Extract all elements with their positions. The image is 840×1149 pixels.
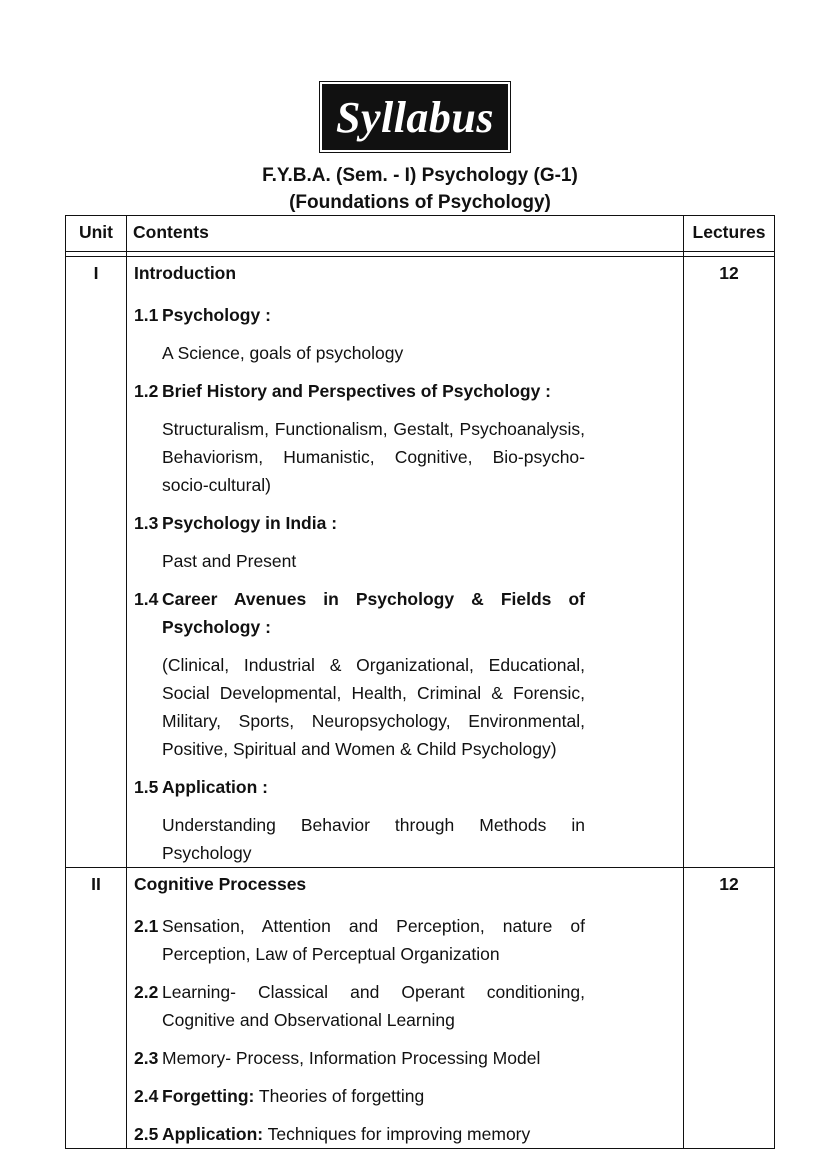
item-text: Theories of forgetting <box>254 1086 425 1106</box>
item-heading: Psychology in India : <box>162 513 338 533</box>
syllabus-banner <box>322 84 508 150</box>
item-text: Memory- Process, Information Processing Model <box>162 1048 541 1068</box>
item-number: 1.3 <box>134 513 159 533</box>
syllabus-table <box>65 215 775 1149</box>
list-item <box>134 1120 585 1148</box>
header-unit: Unit <box>66 216 127 252</box>
lecture-count: 12 <box>684 257 775 868</box>
item-number: 1.1 <box>134 305 159 325</box>
table-row <box>66 868 775 1149</box>
unit-title: Introduction <box>134 263 237 283</box>
course-title: F.Y.B.A. (Sem. - I) Psychology (G-1) <box>262 165 578 186</box>
item-number: 2.1 <box>134 916 159 936</box>
item-number: 2.3 <box>134 1048 159 1068</box>
list-item <box>134 773 585 801</box>
list-item <box>134 301 585 329</box>
item-text: Techniques for improving memory <box>263 1124 531 1144</box>
item-number: 1.5 <box>134 777 159 797</box>
item-heading: Brief History and Perspectives of Psychology : <box>162 381 552 401</box>
item-number: 1.4 <box>134 589 159 609</box>
item-number: 2.2 <box>134 982 159 1002</box>
item-description: Understanding Behavior through Methods in Psychology <box>162 815 585 863</box>
item-number: 2.5 <box>134 1124 159 1144</box>
list-item <box>134 585 585 641</box>
course-subtitle: (Foundations of Psychology) <box>289 192 551 213</box>
item-number: 1.2 <box>134 381 159 401</box>
list-item <box>134 509 585 537</box>
banner-title: Syllabus <box>335 92 495 142</box>
item-description: A Science, goals of psychology <box>162 343 404 363</box>
unit-number: II <box>66 868 127 1149</box>
list-item <box>134 1082 585 1110</box>
table-row <box>66 257 775 868</box>
item-description: Structuralism, Functionalism, Gestalt, Psychoanalysis, Behaviorism, Humanistic, Cognitive, Bio-psycho-socio-cultural) <box>162 419 585 495</box>
item-heading: Application: <box>162 1124 264 1144</box>
item-text: Sensation, Attention and Perception, nature of Perception, Law of Perceptual Organization <box>162 916 585 964</box>
list-item <box>134 1044 585 1072</box>
header-lectures: Lectures <box>684 216 775 252</box>
item-heading: Psychology : <box>162 305 271 325</box>
item-description: (Clinical, Industrial & Organizational, Educational, Social Developmental, Health, Criminal & Forensic, Military, Sports, Neuropsychology, Environmental, Positive, Spiritual and Women & Child Psychology) <box>162 655 585 759</box>
item-heading: Application : <box>162 777 268 797</box>
item-text: Learning- Classical and Operant conditioning, Cognitive and Observational Learning <box>162 982 585 1030</box>
lecture-count: 12 <box>684 868 775 1149</box>
list-item <box>134 978 585 1034</box>
item-number: 2.4 <box>134 1086 159 1106</box>
header-contents: Contents <box>127 216 684 252</box>
list-item <box>134 377 585 405</box>
unit-contents <box>127 868 684 1149</box>
item-heading: Career Avenues in Psychology & Fields of Psychology : <box>162 589 585 637</box>
table-header-row <box>66 216 775 252</box>
unit-contents <box>127 257 684 868</box>
unit-number: I <box>66 257 127 868</box>
item-description: Past and Present <box>162 551 297 571</box>
item-heading: Forgetting: <box>162 1086 255 1106</box>
list-item <box>134 912 585 968</box>
unit-title: Cognitive Processes <box>134 874 307 894</box>
